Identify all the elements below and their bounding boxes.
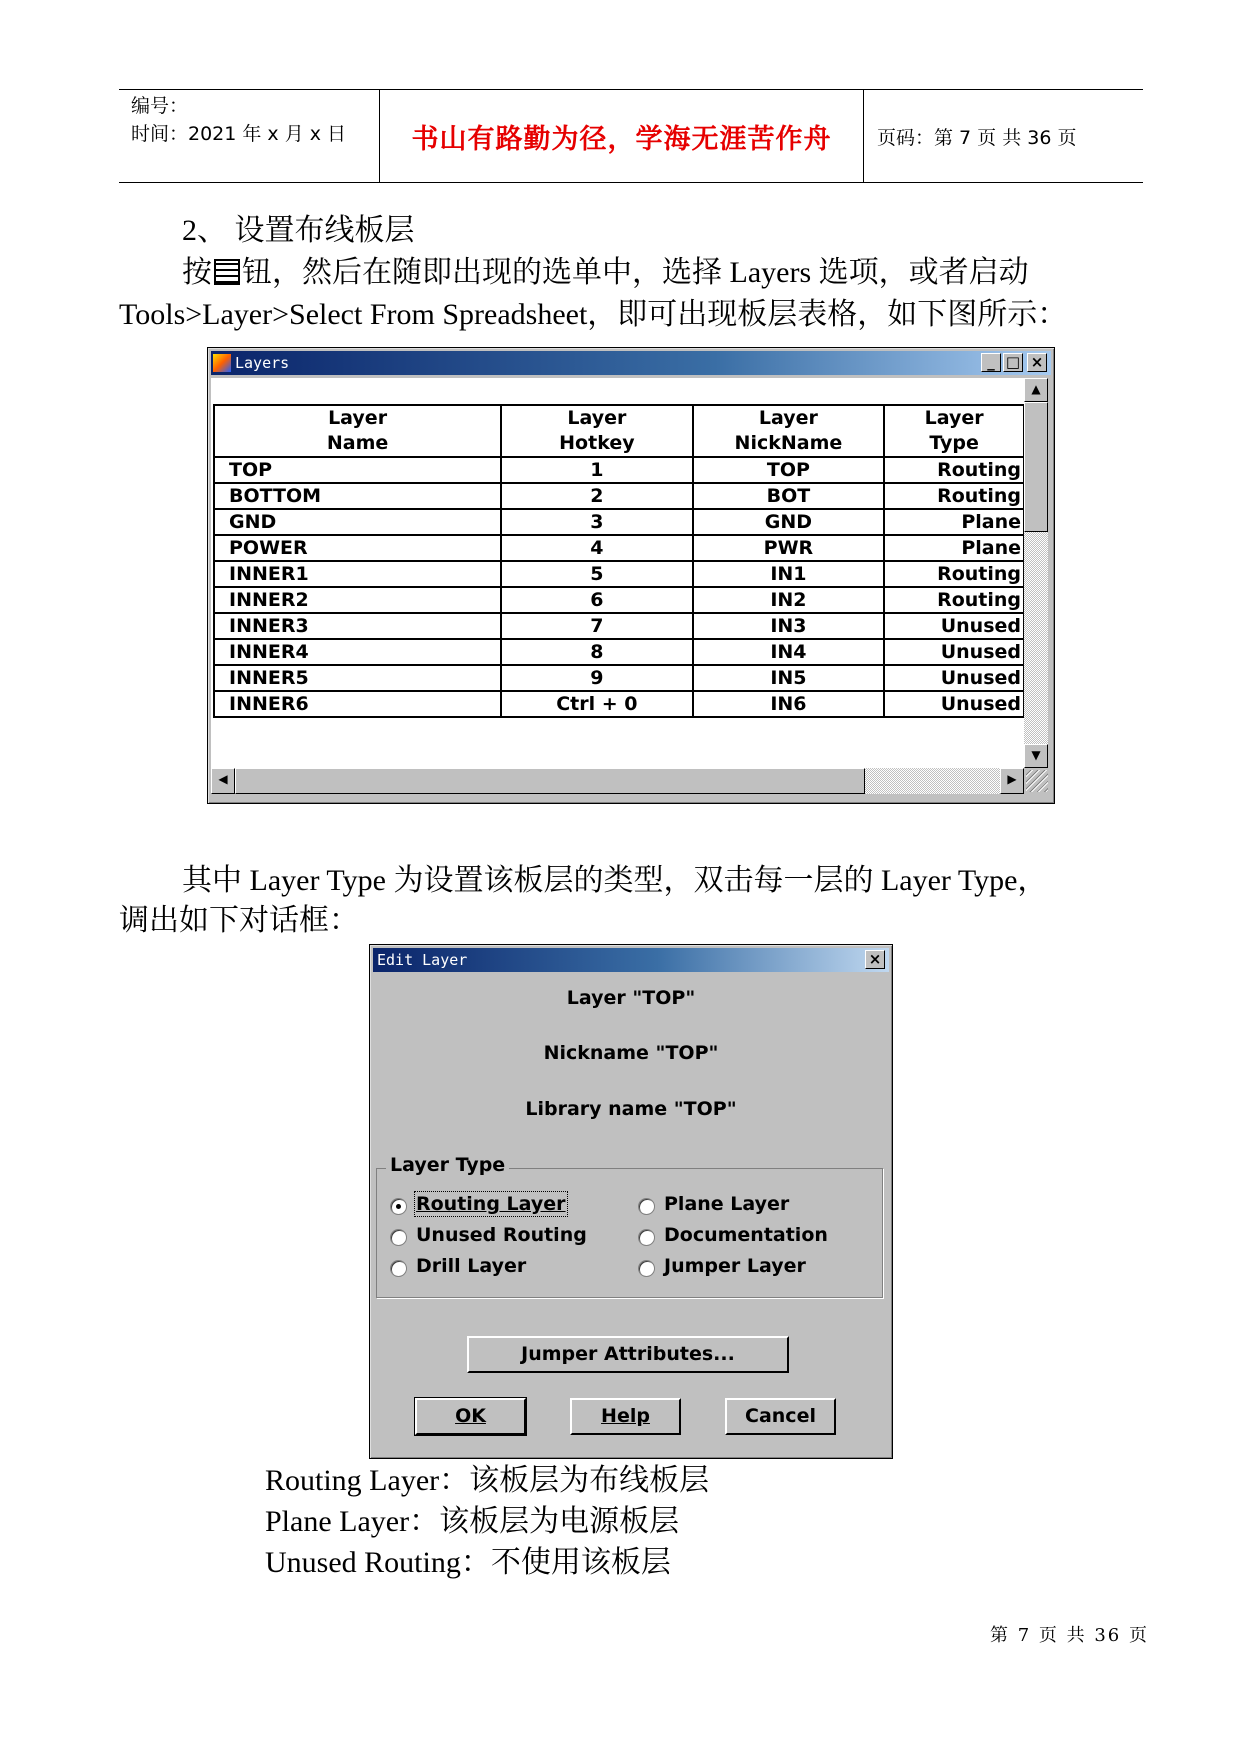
section-heading: 2、 设置布线板层 <box>182 214 415 247</box>
cell-hotkey[interactable]: 8 <box>501 639 692 665</box>
paragraph-1 <box>182 252 1029 294</box>
col-header-hotkey[interactable]: Layer Hotkey <box>501 405 692 457</box>
minimize-button[interactable]: _ <box>981 353 1001 372</box>
cell-hotkey[interactable]: 1 <box>501 457 692 483</box>
window-title: Layers <box>235 354 290 372</box>
cell-layer-type[interactable]: Routing <box>884 587 1024 613</box>
table-row[interactable] <box>214 613 1024 639</box>
scroll-thumb-horizontal[interactable] <box>235 768 865 794</box>
cell-layer-name[interactable]: INNER4 <box>214 639 501 665</box>
resize-grip[interactable] <box>1026 770 1048 792</box>
header-left <box>131 92 346 148</box>
library-line: Library name "TOP" <box>525 1098 737 1120</box>
scroll-right-button[interactable]: ▶ <box>1000 768 1024 794</box>
app-icon <box>213 354 231 372</box>
cell-layer-name[interactable]: GND <box>214 509 501 535</box>
table-row[interactable] <box>214 665 1024 691</box>
layer-line: Layer "TOP" <box>566 987 696 1009</box>
cell-layer-name[interactable]: INNER1 <box>214 561 501 587</box>
scroll-thumb-vertical[interactable] <box>1024 402 1048 532</box>
paragraph-2-line2: 调出如下对话框： <box>119 904 359 937</box>
table-row[interactable] <box>214 691 1024 717</box>
radio-selected-dot <box>396 1204 401 1209</box>
table-header-row <box>214 405 1024 457</box>
cell-hotkey[interactable]: 5 <box>501 561 692 587</box>
cell-nickname[interactable]: IN5 <box>693 665 885 691</box>
close-button[interactable]: × <box>1027 353 1047 372</box>
layers-window <box>207 347 1055 804</box>
cell-nickname[interactable]: BOT <box>693 483 885 509</box>
grid-icon <box>214 259 240 285</box>
cell-layer-type[interactable]: Unused <box>884 639 1024 665</box>
col-header-nickname[interactable]: Layer NickName <box>693 405 885 457</box>
cell-layer-name[interactable]: POWER <box>214 535 501 561</box>
page-label: 页码：第 7 页 共 36 页 <box>877 127 1077 149</box>
radio-jumper-layer[interactable] <box>638 1260 655 1277</box>
cell-nickname[interactable]: IN1 <box>693 561 885 587</box>
cell-layer-name[interactable]: INNER6 <box>214 691 501 717</box>
label-jumper-layer[interactable]: Jumper Layer <box>664 1255 806 1277</box>
spreadsheet-area <box>211 378 1024 768</box>
cell-hotkey[interactable]: 4 <box>501 535 692 561</box>
table-row[interactable] <box>214 483 1024 509</box>
label-unused-routing[interactable]: Unused Routing <box>416 1224 587 1246</box>
jumper-attributes-button[interactable]: Jumper Attributes... <box>467 1336 789 1373</box>
time-label: 时间：2021 年 x 月 x 日 <box>131 123 347 145</box>
radio-drill-layer[interactable] <box>390 1260 407 1277</box>
cell-hotkey[interactable]: 6 <box>501 587 692 613</box>
cell-layer-type[interactable]: Unused <box>884 691 1024 717</box>
definition-unused: Unused Routing：不使用该板层 <box>265 1546 671 1579</box>
maximize-button[interactable]: □ <box>1003 353 1023 372</box>
cell-hotkey[interactable]: 2 <box>501 483 692 509</box>
definition-plane: Plane Layer：该板层为电源板层 <box>265 1505 680 1538</box>
header-divider <box>863 90 864 182</box>
radio-unused-routing[interactable] <box>390 1229 407 1246</box>
cell-nickname[interactable]: IN3 <box>693 613 885 639</box>
col-header-type[interactable]: Layer Type <box>884 405 1024 457</box>
paragraph-1-line2: Tools>Layer>Select From Spreadsheet，即可出现板层表格，如下图所示： <box>119 298 1068 331</box>
radio-plane-layer[interactable] <box>638 1198 655 1215</box>
cell-layer-type[interactable]: Routing <box>884 457 1024 483</box>
cell-nickname[interactable]: GND <box>693 509 885 535</box>
cell-layer-type[interactable]: Plane <box>884 509 1024 535</box>
table-row[interactable] <box>214 457 1024 483</box>
table-row[interactable] <box>214 535 1024 561</box>
cell-hotkey[interactable]: Ctrl + 0 <box>501 691 692 717</box>
definition-routing: Routing Layer：该板层为布线板层 <box>265 1464 710 1497</box>
cell-layer-type[interactable]: Unused <box>884 613 1024 639</box>
label-drill-layer[interactable]: Drill Layer <box>416 1255 527 1277</box>
header-table <box>119 89 1143 183</box>
layers-table <box>213 404 1025 718</box>
cell-layer-type[interactable]: Unused <box>884 665 1024 691</box>
cell-nickname[interactable]: IN4 <box>693 639 885 665</box>
scroll-down-button[interactable]: ▼ <box>1024 744 1048 768</box>
para1-post: 钮，然后在随即出现的选单中，选择 Layers 选项，或者启动 <box>242 256 1029 289</box>
cell-layer-type[interactable]: Routing <box>884 561 1024 587</box>
cancel-button[interactable]: Cancel <box>725 1398 836 1435</box>
table-row[interactable] <box>214 639 1024 665</box>
paragraph-2: 其中 Layer Type 为设置该板层的类型，双击每一层的 Layer Type， <box>182 864 1048 897</box>
cell-hotkey[interactable]: 3 <box>501 509 692 535</box>
radio-routing-layer[interactable] <box>390 1198 407 1215</box>
ok-button[interactable]: OK <box>415 1398 526 1435</box>
help-button[interactable]: Help <box>570 1398 681 1435</box>
layers-titlebar <box>211 351 1051 375</box>
scroll-up-button[interactable]: ▲ <box>1024 378 1048 402</box>
cell-hotkey[interactable]: 7 <box>501 613 692 639</box>
label-routing-layer[interactable]: Routing Layer <box>416 1193 566 1215</box>
cell-layer-name[interactable]: TOP <box>214 457 501 483</box>
table-row[interactable] <box>214 509 1024 535</box>
dialog-titlebar <box>373 948 889 972</box>
dialog-close-button[interactable]: × <box>865 950 885 969</box>
cell-nickname[interactable]: IN2 <box>693 587 885 613</box>
cell-hotkey[interactable]: 9 <box>501 665 692 691</box>
cell-layer-name[interactable]: INNER5 <box>214 665 501 691</box>
label-documentation[interactable]: Documentation <box>664 1224 828 1246</box>
cell-layer-name[interactable]: BOTTOM <box>214 483 501 509</box>
cell-nickname[interactable]: PWR <box>693 535 885 561</box>
page-footer: 第 7 页 共 36 页 <box>990 1625 1149 1646</box>
layer-type-group-label: Layer Type <box>386 1154 509 1176</box>
table-row[interactable] <box>214 561 1024 587</box>
cell-nickname[interactable]: TOP <box>693 457 885 483</box>
cell-layer-name[interactable]: INNER2 <box>214 587 501 613</box>
col-header-name[interactable]: Layer Name <box>214 405 501 457</box>
label-plane-layer[interactable]: Plane Layer <box>664 1193 790 1215</box>
radio-documentation[interactable] <box>638 1229 655 1246</box>
dialog-title: Edit Layer <box>377 951 468 969</box>
para1-pre: 按 <box>182 256 212 289</box>
cell-layer-name[interactable]: INNER3 <box>214 613 501 639</box>
cell-layer-type[interactable]: Plane <box>884 535 1024 561</box>
cell-layer-type[interactable]: Routing <box>884 483 1024 509</box>
edit-layer-dialog <box>369 944 893 1459</box>
cell-nickname[interactable]: IN6 <box>693 691 885 717</box>
nickname-line: Nickname "TOP" <box>543 1042 719 1064</box>
table-row[interactable] <box>214 587 1024 613</box>
scroll-left-button[interactable]: ◀ <box>211 768 235 794</box>
number-label: 编号： <box>131 95 189 117</box>
motto: 书山有路勤为径，学海无涯苦作舟 <box>411 124 832 155</box>
